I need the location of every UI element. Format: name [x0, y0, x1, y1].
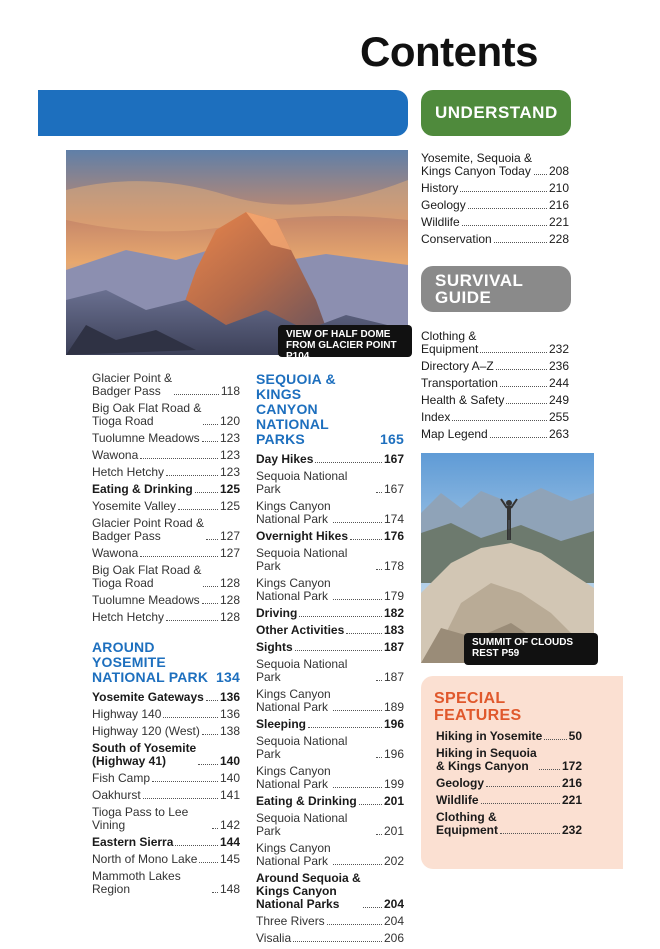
- toc-entry-page: 148: [219, 882, 240, 896]
- toc-entry-page: 127: [219, 546, 240, 560]
- toc-entry: [421, 411, 569, 424]
- toc-entry-page: 120: [219, 414, 240, 428]
- leader-dots: [462, 225, 547, 226]
- toc-entry-label: Eating & Drinking: [92, 482, 193, 496]
- leader-dots: [346, 633, 382, 634]
- toc-entry-page: 127: [219, 529, 240, 543]
- leader-dots: [152, 781, 218, 782]
- toc-entry: [92, 432, 240, 445]
- understand-header: UNDERSTAND: [421, 90, 571, 136]
- toc-entry-label: Kings Canyon National Park: [256, 576, 331, 603]
- toc-entry-page: 128: [219, 593, 240, 607]
- toc-entry-label: South of Yosemite (Highway 41): [92, 741, 197, 768]
- leader-dots: [327, 924, 382, 925]
- toc-entry-label: Index: [421, 410, 451, 424]
- toc-entry-page: 140: [219, 771, 240, 785]
- toc-entry-page: 167: [383, 452, 404, 466]
- toc-entry: [256, 718, 404, 731]
- toc-entry-page: 255: [548, 410, 569, 424]
- toc-entry-page: 125: [219, 499, 240, 513]
- toc-entry-page: 140: [219, 754, 240, 768]
- toc-entry-label: Day Hikes: [256, 452, 314, 466]
- toc-entry-page: 174: [383, 512, 404, 526]
- special-features-list: [436, 730, 582, 841]
- toc-entry-page: 118: [220, 384, 240, 398]
- leader-dots: [490, 437, 547, 438]
- leader-dots: [480, 352, 547, 353]
- toc-entry-label: Mammoth Lakes Region: [92, 869, 181, 896]
- toc-entry: [436, 747, 582, 773]
- toc-entry-page: 128: [219, 576, 240, 590]
- toc-entry-page: 208: [548, 164, 569, 178]
- leader-dots: [166, 475, 218, 476]
- toc-entry-label: Conservation: [421, 232, 492, 246]
- photo-credit: [56, 172, 62, 173]
- photo-credit-2: [410, 470, 416, 471]
- toc-entry-label: Eastern Sierra: [92, 835, 174, 849]
- toc-entry-page: 221: [548, 215, 569, 229]
- leader-dots: [166, 620, 218, 621]
- toc-entry: [421, 360, 569, 373]
- leader-dots: [376, 680, 382, 681]
- leader-dots: [350, 539, 382, 540]
- leader-dots: [481, 803, 560, 804]
- toc-entry: [436, 811, 582, 837]
- toc-entry-label: Kings Canyon National Park: [256, 841, 331, 868]
- toc-entry: [92, 466, 240, 479]
- page-title: Contents: [360, 28, 538, 75]
- toc-entry-page: 196: [383, 747, 404, 761]
- toc-entry-page: 178: [383, 559, 404, 573]
- toc-entry: [92, 372, 240, 398]
- toc-entry-label: Kings Canyon National Park: [256, 764, 331, 791]
- toc-entry-label: Tuolumne Meadows: [92, 593, 200, 607]
- toc-entry-page: 204: [383, 914, 404, 928]
- leader-dots: [140, 458, 218, 459]
- leader-dots: [496, 369, 547, 370]
- toc-entry: [256, 500, 404, 526]
- toc-entry: [256, 658, 404, 684]
- toc-entry-page: 196: [383, 717, 404, 731]
- toc-entry: [256, 872, 404, 911]
- leader-dots: [212, 828, 218, 829]
- toc-entry: [421, 394, 569, 407]
- toc-entry: [256, 547, 404, 573]
- toc-entry-label: Directory A–Z: [421, 359, 494, 373]
- blue-banner: [38, 90, 408, 136]
- toc-entry-page: 236: [548, 359, 569, 373]
- around-yosemite-heading-label: AROUND YOSEMITE NATIONAL PARK: [92, 639, 209, 685]
- toc-entry-page: 202: [383, 854, 404, 868]
- toc-entry: [92, 483, 240, 496]
- survival-list: [421, 330, 569, 445]
- leader-dots: [359, 804, 382, 805]
- toc-entry-page: 244: [548, 376, 569, 390]
- toc-entry-label: Other Activities: [256, 623, 345, 637]
- toc-entry: [92, 836, 240, 849]
- leader-dots: [468, 208, 547, 209]
- toc-entry-page: 216: [548, 198, 569, 212]
- leader-dots: [500, 386, 547, 387]
- toc-entry-label: Geology: [436, 776, 485, 790]
- toc-entry: [436, 777, 582, 790]
- leader-dots: [534, 174, 547, 175]
- leader-dots: [460, 191, 547, 192]
- toc-entry: [92, 517, 240, 543]
- toc-entry-label: Yosemite, Sequoia & Kings Canyon Today: [421, 151, 532, 178]
- toc-entry-page: 210: [548, 181, 569, 195]
- sequoia-heading-page: 165: [380, 431, 404, 447]
- toc-entry: [436, 794, 582, 807]
- toc-entry: [436, 730, 582, 743]
- toc-entry: [92, 500, 240, 513]
- toc-entry-page: 123: [219, 448, 240, 462]
- leader-dots: [299, 616, 382, 617]
- toc-entry-page: 263: [548, 427, 569, 441]
- toc-entry-label: Clothing & Equipment: [421, 329, 479, 356]
- summit-photo: [421, 453, 594, 663]
- toc-entry-page: 123: [219, 465, 240, 479]
- toc-entry: [256, 530, 404, 543]
- leader-dots: [506, 403, 547, 404]
- leader-dots: [198, 764, 218, 765]
- toc-entry: [256, 735, 404, 761]
- sequoia-heading: [256, 372, 404, 447]
- toc-entry-label: History: [421, 181, 459, 195]
- toc-entry-page: 136: [219, 690, 240, 704]
- toc-entry-page: 145: [219, 852, 240, 866]
- leader-dots: [333, 864, 382, 865]
- sequoia-section: [256, 372, 404, 949]
- toc-entry: [256, 915, 404, 928]
- toc-entry-page: 201: [383, 824, 404, 838]
- toc-entry-label: Hetch Hetchy: [92, 610, 165, 624]
- toc-entry: [421, 199, 569, 212]
- toc-entry-label: Overnight Hikes: [256, 529, 349, 543]
- toc-entry-label: Sights: [256, 640, 293, 654]
- leader-dots: [199, 862, 218, 863]
- toc-entry: [92, 789, 240, 802]
- toc-entry-label: Transportation: [421, 376, 498, 390]
- toc-entry-label: Wildlife: [436, 793, 479, 807]
- leader-dots: [202, 441, 218, 442]
- toc-entry-page: 128: [219, 610, 240, 624]
- toc-entry-label: Health & Safety: [421, 393, 505, 407]
- toc-entry-label: Big Oak Flat Road & Tioga Road: [92, 563, 202, 590]
- leader-dots: [163, 717, 218, 718]
- leader-dots: [544, 739, 566, 740]
- toc-entry-page: 183: [383, 623, 404, 637]
- toc-entry: [92, 853, 240, 866]
- toc-entry: [92, 742, 240, 768]
- toc-entry: [421, 233, 569, 246]
- toc-entry-label: Highway 120 (West): [92, 724, 200, 738]
- toc-entry: [92, 594, 240, 607]
- toc-entry-label: North of Mono Lake: [92, 852, 198, 866]
- leader-dots: [486, 786, 560, 787]
- toc-entry: [92, 564, 240, 590]
- toc-entry: [92, 870, 240, 896]
- leader-dots: [178, 509, 218, 510]
- toc-entry-label: Kings Canyon National Park: [256, 499, 331, 526]
- toc-entry-label: Around Sequoia & Kings Canyon National Parks: [256, 871, 361, 911]
- toc-entry-page: 172: [561, 759, 582, 773]
- survival-guide-header: SURVIVAL GUIDE: [421, 266, 571, 312]
- toc-entry-page: 138: [219, 724, 240, 738]
- toc-entry: [92, 611, 240, 624]
- toc-entry: [92, 691, 240, 704]
- around-yosemite-heading-page: 134: [216, 669, 240, 685]
- toc-entry-page: 142: [219, 818, 240, 832]
- toc-entry: [421, 152, 569, 178]
- toc-entry: [92, 708, 240, 721]
- toc-entry-page: 204: [383, 897, 404, 911]
- leader-dots: [143, 798, 218, 799]
- toc-entry-label: Sleeping: [256, 717, 307, 731]
- toc-entry-label: Map Legend: [421, 427, 488, 441]
- leader-dots: [212, 892, 218, 893]
- toc-entry-page: 187: [383, 640, 404, 654]
- toc-entry: [92, 772, 240, 785]
- leader-dots: [202, 734, 218, 735]
- toc-entry-label: Visalia: [256, 931, 292, 945]
- toc-entry-page: 189: [383, 700, 404, 714]
- toc-entry: [92, 449, 240, 462]
- leader-dots: [333, 787, 382, 788]
- leader-dots: [333, 710, 382, 711]
- toc-entry-page: 228: [548, 232, 569, 246]
- toc-entry-page: 141: [219, 788, 240, 802]
- toc-entry-page: 187: [383, 670, 404, 684]
- toc-entry-page: 216: [561, 776, 582, 790]
- toc-entry-label: Hiking in Sequoia & Kings Canyon: [436, 746, 537, 773]
- leader-dots: [376, 834, 382, 835]
- toc-entry-page: 179: [383, 589, 404, 603]
- toc-entry-label: Wawona: [92, 448, 139, 462]
- toc-entry-label: Hiking in Yosemite: [436, 729, 543, 743]
- toc-entry: [92, 402, 240, 428]
- leader-dots: [202, 603, 218, 604]
- toc-entry-label: Oakhurst: [92, 788, 141, 802]
- leader-dots: [295, 650, 382, 651]
- toc-entry-page: 144: [219, 835, 240, 849]
- leader-dots: [376, 569, 382, 570]
- toc-entry-label: Clothing & Equipment: [436, 810, 498, 837]
- toc-entry-label: Sequoia National Park: [256, 734, 348, 761]
- toc-entry-label: Sequoia National Park: [256, 546, 348, 573]
- toc-entry: [256, 795, 404, 808]
- toc-entry-label: Wildlife: [421, 215, 460, 229]
- toc-entry-label: Three Rivers: [256, 914, 325, 928]
- special-features-header: SPECIAL FEATURES: [434, 690, 522, 724]
- toc-entry: [256, 688, 404, 714]
- toc-entry-page: 199: [383, 777, 404, 791]
- toc-entry-page: 176: [383, 529, 404, 543]
- toc-entry: [256, 453, 404, 466]
- toc-entry: [256, 577, 404, 603]
- leader-dots: [500, 833, 560, 834]
- leader-dots: [206, 539, 218, 540]
- toc-entry-label: Yosemite Valley: [92, 499, 177, 513]
- toc-entry: [256, 470, 404, 496]
- leader-dots: [203, 424, 218, 425]
- toc-entry: [256, 607, 404, 620]
- leader-dots: [175, 845, 218, 846]
- leader-dots: [363, 907, 382, 908]
- summit-caption: SUMMIT OF CLOUDS REST P59: [464, 633, 598, 665]
- yosemite-subsections: [92, 372, 240, 900]
- toc-entry-label: Driving: [256, 606, 298, 620]
- toc-entry: [256, 765, 404, 791]
- leader-dots: [539, 769, 560, 770]
- toc-entry: [421, 428, 569, 441]
- toc-entry-label: Tioga Pass to Lee Vining: [92, 805, 189, 832]
- leader-dots: [308, 727, 382, 728]
- toc-entry-page: 182: [383, 606, 404, 620]
- leader-dots: [203, 586, 218, 587]
- toc-entry-page: 249: [548, 393, 569, 407]
- toc-entry-page: 125: [219, 482, 240, 496]
- leader-dots: [333, 599, 382, 600]
- leader-dots: [376, 492, 382, 493]
- toc-entry-label: Tuolumne Meadows: [92, 431, 200, 445]
- toc-entry: [421, 182, 569, 195]
- toc-entry: [256, 641, 404, 654]
- toc-entry-label: Fish Camp: [92, 771, 151, 785]
- toc-entry-page: 167: [383, 482, 404, 496]
- leader-dots: [140, 556, 218, 557]
- toc-entry: [421, 377, 569, 390]
- toc-entry-label: Eating & Drinking: [256, 794, 357, 808]
- toc-entry: [92, 806, 240, 832]
- toc-entry-label: Highway 140: [92, 707, 162, 721]
- understand-list: [421, 152, 569, 250]
- toc-entry-page: 232: [561, 823, 582, 837]
- toc-entry: [256, 842, 404, 868]
- leader-dots: [376, 757, 382, 758]
- toc-entry: [421, 330, 569, 356]
- toc-entry-page: 50: [568, 729, 582, 743]
- leader-dots: [494, 242, 547, 243]
- half-dome-caption: VIEW OF HALF DOME FROM GLACIER POINT P104: [278, 325, 412, 357]
- around-yosemite-heading: [92, 640, 240, 685]
- toc-entry: [256, 932, 404, 945]
- toc-entry: [92, 547, 240, 560]
- toc-entry-label: Big Oak Flat Road & Tioga Road: [92, 401, 202, 428]
- toc-entry-label: Hetch Hetchy: [92, 465, 165, 479]
- leader-dots: [293, 941, 382, 942]
- toc-entry-page: 206: [383, 931, 404, 945]
- toc-entry: [92, 725, 240, 738]
- toc-entry-label: Sequoia National Park: [256, 811, 348, 838]
- toc-entry-label: Glacier Point & Badger Pass: [92, 371, 173, 398]
- toc-entry-label: Glacier Point Road & Badger Pass: [92, 516, 205, 543]
- leader-dots: [315, 462, 382, 463]
- toc-entry-page: 201: [383, 794, 404, 808]
- toc-entry-label: Sequoia National Park: [256, 469, 348, 496]
- toc-entry-page: 221: [561, 793, 582, 807]
- toc-entry: [256, 812, 404, 838]
- toc-entry-label: Kings Canyon National Park: [256, 687, 331, 714]
- toc-entry-label: Wawona: [92, 546, 139, 560]
- toc-entry: [256, 624, 404, 637]
- toc-entry-label: Yosemite Gateways: [92, 690, 204, 704]
- toc-entry: [421, 216, 569, 229]
- leader-dots: [195, 492, 218, 493]
- leader-dots: [206, 700, 218, 701]
- leader-dots: [452, 420, 547, 421]
- leader-dots: [174, 394, 219, 395]
- toc-entry-label: Geology: [421, 198, 466, 212]
- toc-entry-page: 136: [219, 707, 240, 721]
- toc-entry-page: 232: [548, 342, 569, 356]
- leader-dots: [333, 522, 382, 523]
- toc-entry-label: Sequoia National Park: [256, 657, 348, 684]
- toc-entry-page: 123: [219, 431, 240, 445]
- sequoia-heading-label: SEQUOIA & KINGS CANYON NATIONAL PARKS: [256, 371, 336, 447]
